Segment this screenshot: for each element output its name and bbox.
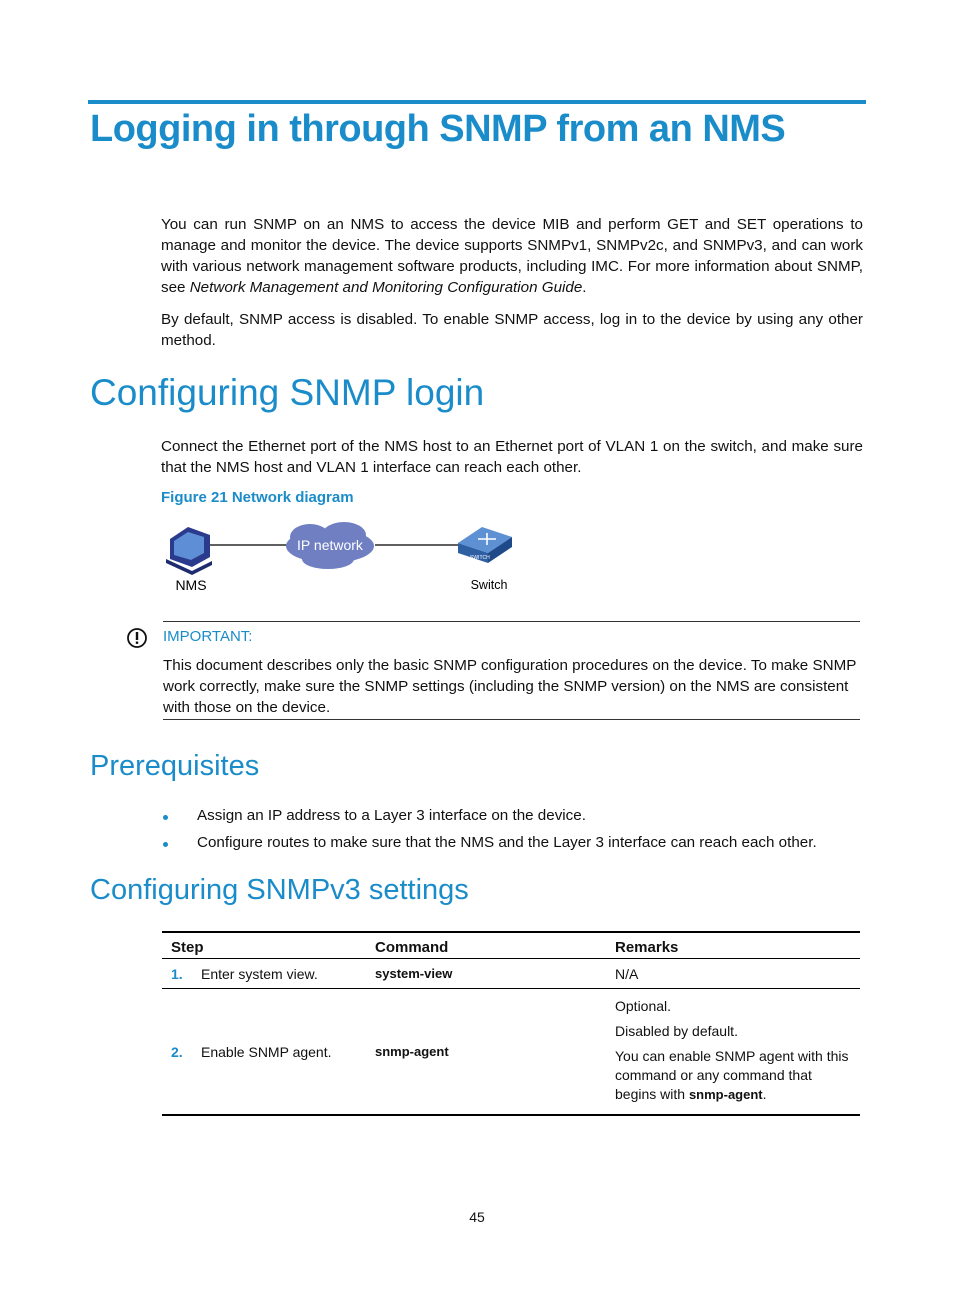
step-cell: 1. Enter system view. <box>162 959 366 989</box>
pc-icon <box>166 527 212 575</box>
intro-paragraph-1: You can run SNMP on an NMS to access the device MIB and perform GET and SET operations to manage and monitor the device. The device supports SNMPv1, SNMPv2c, and SNMPv3, and can work with various network management software products, including IMC. For more information about SNMP, see Network Management and Monitoring Configuration Guide. <box>161 216 863 296</box>
chapter-top-rule <box>88 100 866 104</box>
list-item: Assign an IP address to a Layer 3 interface on the device. <box>161 805 817 832</box>
header-command: Command <box>366 932 606 959</box>
switch-badge: SWITCH <box>470 555 490 561</box>
command-cell: snmp-agent <box>366 989 606 1116</box>
table-header-row <box>162 932 860 959</box>
important-text: This document describes only the basic SNMP configuration procedures on the device. To make SNMP work correctly, make sure the SNMP settings (including the SNMP version) on the NMS are consistent with those on the device. <box>163 657 857 716</box>
page-number: 45 <box>469 1209 485 1225</box>
table-row <box>162 959 860 989</box>
important-bottom-rule <box>163 719 860 720</box>
prerequisites-list <box>161 805 817 859</box>
remarks-cell: N/A <box>606 959 860 989</box>
header-remarks: Remarks <box>606 932 860 959</box>
intro-paragraph-2: By default, SNMP access is disabled. To enable SNMP access, log in to the device by using any other method. <box>161 311 863 349</box>
chapter-title: Logging in through SNMP from an NMS <box>90 108 786 150</box>
section-title-prerequisites: Prerequisites <box>90 750 260 782</box>
bullet-icon <box>163 815 168 820</box>
bullet-icon <box>163 842 168 847</box>
cloud-label: IP network <box>297 537 363 553</box>
header-step: Step <box>162 932 366 959</box>
section-title-snmpv3: Configuring SNMPv3 settings <box>90 874 469 906</box>
command-cell: system-view <box>366 959 606 989</box>
step-cell: 2. Enable SNMP agent. <box>162 989 366 1116</box>
switch-label: Switch <box>470 578 508 592</box>
important-top-rule <box>163 621 860 622</box>
nms-label: NMS <box>175 577 207 593</box>
important-icon <box>126 627 148 649</box>
guide-reference: Network Management and Monitoring Configuration Guide <box>189 279 583 296</box>
network-diagram <box>160 515 530 600</box>
table-row <box>162 989 860 1116</box>
list-item: Configure routes to make sure that the NMS and the Layer 3 interface can reach each other. <box>161 832 817 859</box>
remarks-cell: Optional. Disabled by default. You can enable SNMP agent with this command or any command that begins with snmp-agent. <box>606 989 860 1116</box>
section-title-login: Configuring SNMP login <box>90 372 485 413</box>
snmpv3-steps-table <box>162 931 860 1116</box>
important-title: IMPORTANT: <box>163 628 253 645</box>
figure-caption: Figure 21 Network diagram <box>161 489 354 506</box>
login-paragraph: Connect the Ethernet port of the NMS host to an Ethernet port of VLAN 1 on the switch, and make sure that the NMS host and VLAN 1 interface can reach each other. <box>161 438 863 476</box>
